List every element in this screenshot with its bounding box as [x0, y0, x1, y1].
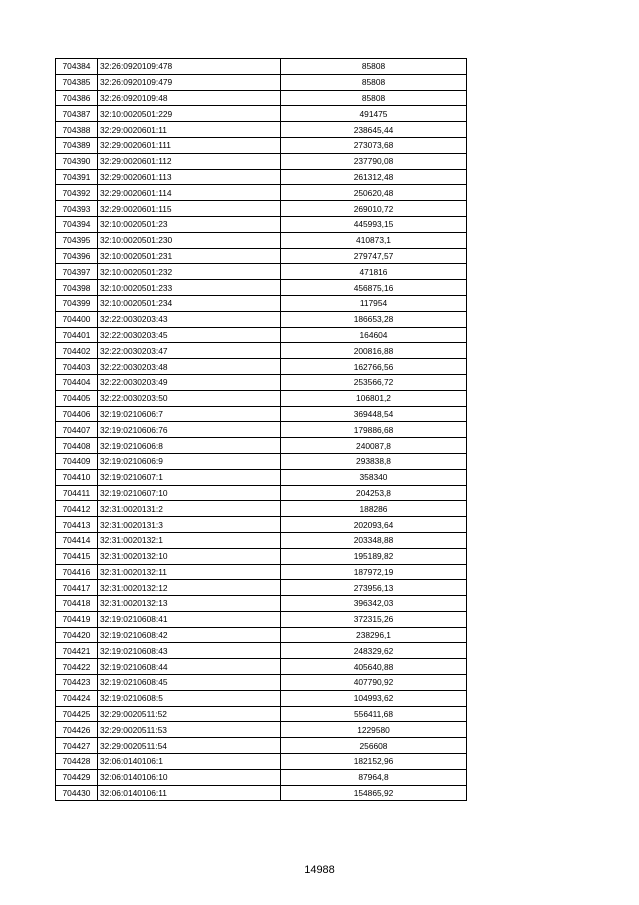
- value-cell: 369448,54: [281, 406, 467, 422]
- value-cell: 491475: [281, 106, 467, 122]
- row-number-cell: 704407: [56, 422, 98, 438]
- value-cell: 248329,62: [281, 643, 467, 659]
- row-number-cell: 704396: [56, 248, 98, 264]
- cadastral-number-cell: 32:31:0020132:12: [98, 580, 281, 596]
- cadastral-number-cell: 32:31:0020131:2: [98, 501, 281, 517]
- table-row: [56, 406, 467, 422]
- table-row: [56, 232, 467, 248]
- value-cell: 358340: [281, 469, 467, 485]
- table-row: [56, 769, 467, 785]
- row-number-cell: 704405: [56, 390, 98, 406]
- value-cell: 117954: [281, 295, 467, 311]
- cadastral-number-cell: 32:19:0210608:5: [98, 690, 281, 706]
- value-cell: 253566,72: [281, 374, 467, 390]
- value-cell: 202093,64: [281, 517, 467, 533]
- value-cell: 445993,15: [281, 216, 467, 232]
- table-row: [56, 280, 467, 296]
- cadastral-number-cell: 32:29:0020601:112: [98, 153, 281, 169]
- table-row: [56, 690, 467, 706]
- value-cell: 372315,26: [281, 611, 467, 627]
- table-row: [56, 517, 467, 533]
- row-number-cell: 704417: [56, 580, 98, 596]
- cadastral-number-cell: 32:22:0030203:47: [98, 343, 281, 359]
- table-row: [56, 722, 467, 738]
- row-number-cell: 704386: [56, 90, 98, 106]
- cadastral-number-cell: 32:19:0210608:45: [98, 675, 281, 691]
- value-cell: 261312,48: [281, 169, 467, 185]
- value-cell: 87964,8: [281, 769, 467, 785]
- cadastral-number-cell: 32:10:0020501:230: [98, 232, 281, 248]
- table-row: [56, 643, 467, 659]
- cadastral-number-cell: 32:26:0920109:478: [98, 59, 281, 75]
- table-row: [56, 485, 467, 501]
- cadastral-number-cell: 32:22:0030203:43: [98, 311, 281, 327]
- cadastral-number-cell: 32:10:0020501:233: [98, 280, 281, 296]
- row-number-cell: 704406: [56, 406, 98, 422]
- row-number-cell: 704415: [56, 548, 98, 564]
- cadastral-number-cell: 32:19:0210607:1: [98, 469, 281, 485]
- value-cell: 396342,03: [281, 596, 467, 612]
- cadastral-number-cell: 32:29:0020511:53: [98, 722, 281, 738]
- cadastral-number-cell: 32:19:0210608:41: [98, 611, 281, 627]
- table-row: [56, 295, 467, 311]
- cadastral-number-cell: 32:22:0030203:50: [98, 390, 281, 406]
- table-row: [56, 137, 467, 153]
- cadastral-number-cell: 32:19:0210606:76: [98, 422, 281, 438]
- row-number-cell: 704404: [56, 374, 98, 390]
- cadastral-number-cell: 32:06:0140106:11: [98, 785, 281, 801]
- value-cell: 240087,8: [281, 438, 467, 454]
- cadastral-number-cell: 32:31:0020132:13: [98, 596, 281, 612]
- table-row: [56, 754, 467, 770]
- row-number-cell: 704398: [56, 280, 98, 296]
- cadastral-number-cell: 32:26:0920109:479: [98, 74, 281, 90]
- value-cell: 1229580: [281, 722, 467, 738]
- value-cell: 164604: [281, 327, 467, 343]
- value-cell: 273073,68: [281, 137, 467, 153]
- table-row: [56, 596, 467, 612]
- value-cell: 269010,72: [281, 201, 467, 217]
- cadastral-value-table: [55, 58, 467, 801]
- row-number-cell: 704427: [56, 738, 98, 754]
- cadastral-number-cell: 32:29:0020511:52: [98, 706, 281, 722]
- table-row: [56, 201, 467, 217]
- row-number-cell: 704387: [56, 106, 98, 122]
- row-number-cell: 704394: [56, 216, 98, 232]
- table-body: [56, 59, 467, 801]
- cadastral-number-cell: 32:22:0030203:49: [98, 374, 281, 390]
- value-cell: 186653,28: [281, 311, 467, 327]
- row-number-cell: 704399: [56, 295, 98, 311]
- table-row: [56, 185, 467, 201]
- value-cell: 238296,1: [281, 627, 467, 643]
- table-row: [56, 169, 467, 185]
- cadastral-number-cell: 32:31:0020131:3: [98, 517, 281, 533]
- cadastral-number-cell: 32:22:0030203:45: [98, 327, 281, 343]
- row-number-cell: 704403: [56, 359, 98, 375]
- row-number-cell: 704400: [56, 311, 98, 327]
- value-cell: 200816,88: [281, 343, 467, 359]
- value-cell: 471816: [281, 264, 467, 280]
- value-cell: 203348,88: [281, 532, 467, 548]
- value-cell: 256608: [281, 738, 467, 754]
- row-number-cell: 704413: [56, 517, 98, 533]
- table-row: [56, 532, 467, 548]
- value-cell: 293838,8: [281, 453, 467, 469]
- table-row: [56, 248, 467, 264]
- table-row: [56, 390, 467, 406]
- value-cell: 456875,16: [281, 280, 467, 296]
- table-row: [56, 106, 467, 122]
- value-cell: 85808: [281, 74, 467, 90]
- cadastral-number-cell: 32:29:0020511:54: [98, 738, 281, 754]
- table-row: [56, 675, 467, 691]
- row-number-cell: 704429: [56, 769, 98, 785]
- cadastral-number-cell: 32:22:0030203:48: [98, 359, 281, 375]
- table-row: [56, 264, 467, 280]
- cadastral-number-cell: 32:19:0210607:10: [98, 485, 281, 501]
- row-number-cell: 704421: [56, 643, 98, 659]
- cadastral-number-cell: 32:29:0020601:111: [98, 137, 281, 153]
- table-row: [56, 153, 467, 169]
- value-cell: 187972,19: [281, 564, 467, 580]
- table-row: [56, 438, 467, 454]
- row-number-cell: 704420: [56, 627, 98, 643]
- row-number-cell: 704418: [56, 596, 98, 612]
- value-cell: 85808: [281, 59, 467, 75]
- table-row: [56, 469, 467, 485]
- row-number-cell: 704397: [56, 264, 98, 280]
- row-number-cell: 704402: [56, 343, 98, 359]
- value-cell: 104993,62: [281, 690, 467, 706]
- cadastral-number-cell: 32:10:0020501:229: [98, 106, 281, 122]
- cadastral-number-cell: 32:19:0210606:9: [98, 453, 281, 469]
- value-cell: 179886,68: [281, 422, 467, 438]
- cadastral-number-cell: 32:31:0020132:11: [98, 564, 281, 580]
- value-cell: 154865,92: [281, 785, 467, 801]
- cadastral-number-cell: 32:29:0020601:114: [98, 185, 281, 201]
- value-cell: 279747,57: [281, 248, 467, 264]
- table-row: [56, 122, 467, 138]
- row-number-cell: 704410: [56, 469, 98, 485]
- value-cell: 195189,82: [281, 548, 467, 564]
- row-number-cell: 704384: [56, 59, 98, 75]
- row-number-cell: 704395: [56, 232, 98, 248]
- cadastral-number-cell: 32:10:0020501:232: [98, 264, 281, 280]
- value-cell: 182152,96: [281, 754, 467, 770]
- value-cell: 237790,08: [281, 153, 467, 169]
- row-number-cell: 704424: [56, 690, 98, 706]
- cadastral-number-cell: 32:19:0210608:42: [98, 627, 281, 643]
- value-cell: 407790,92: [281, 675, 467, 691]
- table-row: [56, 611, 467, 627]
- table-row: [56, 706, 467, 722]
- row-number-cell: 704419: [56, 611, 98, 627]
- table-row: [56, 738, 467, 754]
- table-row: [56, 659, 467, 675]
- table-row: [56, 359, 467, 375]
- cadastral-number-cell: 32:10:0020501:234: [98, 295, 281, 311]
- row-number-cell: 704412: [56, 501, 98, 517]
- row-number-cell: 704416: [56, 564, 98, 580]
- cadastral-number-cell: 32:19:0210606:8: [98, 438, 281, 454]
- table-row: [56, 374, 467, 390]
- row-number-cell: 704401: [56, 327, 98, 343]
- cadastral-number-cell: 32:26:0920109:48: [98, 90, 281, 106]
- table-row: [56, 453, 467, 469]
- value-cell: 238645,44: [281, 122, 467, 138]
- table-row: [56, 327, 467, 343]
- cadastral-number-cell: 32:19:0210608:43: [98, 643, 281, 659]
- value-cell: 405640,88: [281, 659, 467, 675]
- value-cell: 188286: [281, 501, 467, 517]
- row-number-cell: 704389: [56, 137, 98, 153]
- value-cell: 410873,1: [281, 232, 467, 248]
- table-row: [56, 501, 467, 517]
- cadastral-number-cell: 32:10:0020501:231: [98, 248, 281, 264]
- table-row: [56, 59, 467, 75]
- cadastral-number-cell: 32:19:0210608:44: [98, 659, 281, 675]
- value-cell: 250620,48: [281, 185, 467, 201]
- row-number-cell: 704425: [56, 706, 98, 722]
- cadastral-number-cell: 32:06:0140106:10: [98, 769, 281, 785]
- row-number-cell: 704388: [56, 122, 98, 138]
- table-row: [56, 564, 467, 580]
- row-number-cell: 704423: [56, 675, 98, 691]
- row-number-cell: 704411: [56, 485, 98, 501]
- row-number-cell: 704390: [56, 153, 98, 169]
- value-cell: 273956,13: [281, 580, 467, 596]
- value-cell: 106801,2: [281, 390, 467, 406]
- page-number: 14988: [304, 864, 335, 876]
- row-number-cell: 704430: [56, 785, 98, 801]
- cadastral-number-cell: 32:10:0020501:23: [98, 216, 281, 232]
- table-row: [56, 627, 467, 643]
- table-row: [56, 422, 467, 438]
- cadastral-number-cell: 32:31:0020132:1: [98, 532, 281, 548]
- row-number-cell: 704428: [56, 754, 98, 770]
- value-cell: 204253,8: [281, 485, 467, 501]
- value-cell: 162766,56: [281, 359, 467, 375]
- value-cell: 85808: [281, 90, 467, 106]
- table-row: [56, 216, 467, 232]
- cadastral-number-cell: 32:06:0140106:1: [98, 754, 281, 770]
- table-row: [56, 580, 467, 596]
- cadastral-number-cell: 32:31:0020132:10: [98, 548, 281, 564]
- row-number-cell: 704408: [56, 438, 98, 454]
- row-number-cell: 704409: [56, 453, 98, 469]
- cadastral-number-cell: 32:29:0020601:11: [98, 122, 281, 138]
- cadastral-number-cell: 32:29:0020601:113: [98, 169, 281, 185]
- row-number-cell: 704414: [56, 532, 98, 548]
- cadastral-number-cell: 32:29:0020601:115: [98, 201, 281, 217]
- table-row: [56, 311, 467, 327]
- row-number-cell: 704391: [56, 169, 98, 185]
- table-row: [56, 90, 467, 106]
- row-number-cell: 704393: [56, 201, 98, 217]
- table-row: [56, 343, 467, 359]
- cadastral-number-cell: 32:19:0210606:7: [98, 406, 281, 422]
- value-cell: 556411,68: [281, 706, 467, 722]
- table-row: [56, 548, 467, 564]
- table-row: [56, 785, 467, 801]
- row-number-cell: 704392: [56, 185, 98, 201]
- table-row: [56, 74, 467, 90]
- row-number-cell: 704426: [56, 722, 98, 738]
- row-number-cell: 704422: [56, 659, 98, 675]
- row-number-cell: 704385: [56, 74, 98, 90]
